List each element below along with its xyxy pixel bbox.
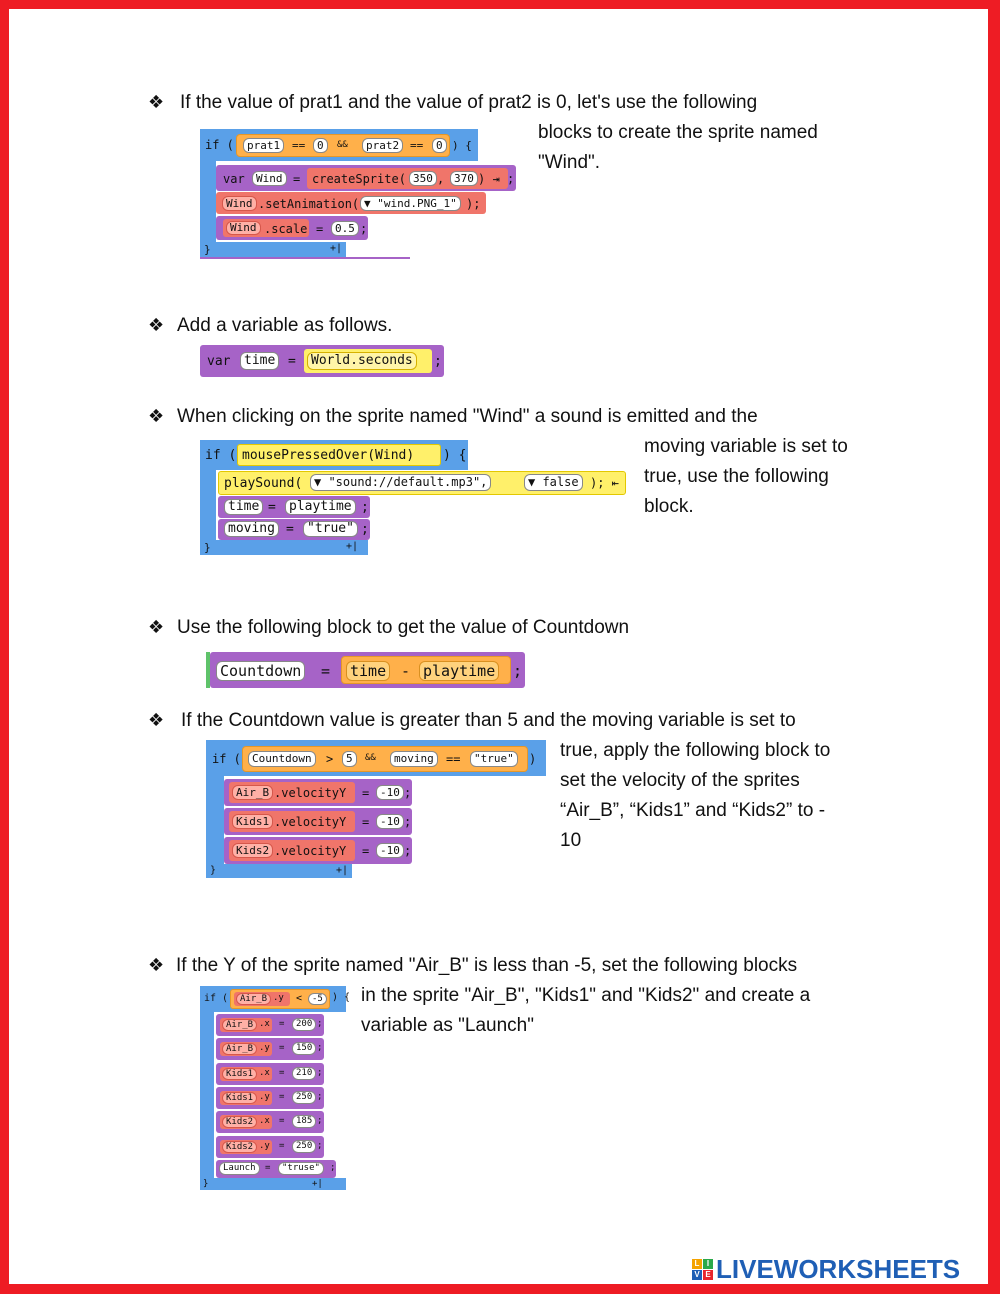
bullet-diamond-icon: ❖	[148, 955, 165, 976]
wind-object: Wind	[226, 221, 261, 235]
countdown-variable: Countdown	[248, 751, 316, 767]
brace-close: }	[204, 243, 211, 256]
position-label: .y	[259, 1043, 270, 1053]
semicolon: ;	[404, 786, 412, 800]
time-variable: time	[346, 661, 390, 681]
position-label: .x	[259, 1116, 270, 1126]
minus-operator: -	[401, 662, 411, 680]
scale-label: .scale	[264, 222, 308, 236]
instruction-1-line-3: "Wind".	[538, 152, 601, 173]
brace-close: }	[204, 541, 211, 554]
position-value: 250	[292, 1091, 316, 1104]
semicolon: ;	[404, 815, 412, 829]
assign-operator: =	[362, 844, 370, 858]
instruction-6-line-2: in the sprite "Air_B", "Kids1" and "Kids2" and create a	[361, 985, 811, 1006]
set-animation-label: .setAnimation(	[258, 197, 360, 211]
position-label: .y	[259, 1141, 270, 1151]
create-sprite-end: ) ⇥	[478, 172, 500, 186]
scale-value: 0.5	[331, 221, 359, 236]
sprite-object: Kids1	[222, 1068, 257, 1080]
animation-dropdown: ▼ "wind.PNG_1"	[360, 196, 461, 211]
semicolon: ;	[434, 354, 442, 369]
assign-operator: =	[279, 1116, 285, 1126]
semicolon: ;	[330, 1163, 336, 1173]
playtime-variable: playtime	[419, 661, 499, 681]
instruction-3-line-4: block.	[644, 496, 694, 517]
if-keyword: if (	[205, 138, 234, 152]
brace-open: ) {	[443, 448, 467, 463]
instruction-6-line-3: variable as "Launch"	[361, 1015, 534, 1036]
instruction-5-line-2: true, apply the following block to	[560, 740, 831, 761]
logo-text: LIVEWORKSHEETS	[716, 1253, 961, 1284]
if-keyword: if (	[212, 752, 241, 766]
bullet-diamond-icon: ❖	[148, 617, 165, 638]
assign-operator: =	[265, 1163, 271, 1173]
semicolon: ;	[507, 172, 515, 186]
semicolon: ;	[317, 1141, 323, 1151]
assign-operator: =	[293, 172, 301, 186]
less-than-operator: <	[296, 993, 303, 1004]
sprite-object: Kids2	[222, 1141, 257, 1153]
if-block-spine	[200, 986, 214, 1190]
semicolon: ;	[317, 1092, 323, 1102]
velocity-y-label: .velocityY	[274, 815, 347, 829]
five-value: 5	[342, 751, 357, 767]
instruction-2-line-1: Add a variable as follows.	[177, 315, 393, 336]
position-label: .y	[259, 1092, 270, 1102]
logo-letter-l: L	[692, 1259, 702, 1269]
position-label: .x	[259, 1068, 270, 1078]
logo-letter-v: V	[692, 1270, 702, 1280]
brace-open: ) {	[452, 139, 472, 152]
y-label: .y	[273, 993, 284, 1003]
world-seconds-value: World.seconds	[307, 352, 417, 370]
prat1-variable: prat1	[243, 138, 284, 153]
play-sound-label: playSound(	[224, 476, 303, 491]
comma: ,	[437, 172, 445, 186]
set-animation-end: );	[466, 197, 481, 211]
moving-variable: moving	[224, 521, 279, 537]
logo-letter-e: E	[703, 1270, 713, 1280]
if-keyword: if (	[205, 448, 237, 463]
block-underline	[200, 257, 410, 259]
time-variable: time	[224, 499, 263, 515]
sprite-object: Air_B	[222, 1019, 257, 1031]
play-sound-end: ); ⇤	[590, 476, 619, 490]
and-operator: &&	[365, 753, 376, 763]
var-keyword: var	[223, 172, 245, 186]
add-plus-icon: +|	[336, 865, 349, 876]
air-b-object: Air_B	[232, 785, 273, 800]
equals-operator: ==	[410, 139, 424, 152]
add-plus-icon: +|	[346, 541, 359, 552]
semicolon: ;	[317, 1043, 323, 1053]
sprite-object: Kids1	[222, 1092, 257, 1104]
bullet-diamond-icon: ❖	[148, 315, 165, 336]
velocity-y-label: .velocityY	[274, 844, 347, 858]
semicolon: ;	[317, 1116, 323, 1126]
kids1-object: Kids1	[232, 814, 273, 829]
playtime-variable: playtime	[285, 499, 356, 515]
assign-operator: =	[316, 222, 324, 236]
kids2-object: Kids2	[232, 843, 273, 858]
true-string-value: "true"	[303, 521, 358, 537]
zero-value: 0	[432, 138, 447, 153]
boolean-dropdown: ▼ false	[524, 474, 583, 491]
position-value: 210	[292, 1067, 316, 1080]
truse-string-value: "truse"	[278, 1162, 324, 1175]
sprite-object: Air_B	[222, 1043, 257, 1055]
instruction-4-line-1: Use the following block to get the value of Countdown	[177, 617, 630, 638]
zero-value: 0	[313, 138, 328, 153]
add-plus-icon: +|	[312, 1179, 323, 1189]
assign-operator: =	[279, 1043, 285, 1053]
position-value: 150	[292, 1042, 316, 1055]
assign-operator: =	[321, 662, 331, 680]
logo-letter-i: I	[703, 1259, 713, 1269]
if-keyword: if (	[204, 993, 229, 1004]
launch-variable: Launch	[219, 1162, 260, 1175]
and-operator: &&	[337, 140, 348, 150]
semicolon: ;	[360, 222, 368, 236]
air-b-object: Air_B	[236, 993, 271, 1005]
instruction-1-line-2: blocks to create the sprite named	[538, 122, 818, 143]
true-string-value: "true"	[470, 751, 518, 767]
assign-operator: =	[279, 1019, 285, 1029]
if-block-foot	[206, 864, 352, 878]
if-block-foot	[200, 242, 346, 258]
y-value: 370	[450, 171, 478, 186]
if-block-foot	[200, 540, 368, 555]
add-plus-icon: +|	[330, 243, 343, 254]
if-block-foot	[200, 1178, 346, 1190]
velocity-value: -10	[376, 843, 404, 858]
brace-open: )	[529, 752, 537, 766]
semicolon: ;	[361, 500, 369, 515]
semicolon: ;	[317, 1019, 323, 1029]
assign-operator: =	[286, 522, 294, 537]
assign-operator: =	[279, 1141, 285, 1151]
semicolon: ;	[513, 662, 523, 680]
bullet-diamond-icon: ❖	[148, 710, 165, 731]
wind-object: Wind	[222, 196, 257, 211]
equals-operator: ==	[292, 139, 306, 152]
semicolon: ;	[361, 522, 369, 537]
sound-dropdown: ▼ "sound://default.mp3",	[310, 474, 491, 491]
position-value: 250	[292, 1140, 316, 1153]
assign-operator: =	[268, 500, 276, 515]
semicolon: ;	[317, 1068, 323, 1078]
instruction-5-line-4: “Air_B”, “Kids1” and “Kids2” to -	[560, 800, 826, 821]
velocity-value: -10	[376, 814, 404, 829]
sprite-object: Kids2	[222, 1116, 257, 1128]
moving-variable: moving	[390, 751, 438, 767]
position-value: 185	[292, 1115, 316, 1128]
liveworksheets-logo	[692, 1254, 960, 1284]
countdown-variable: Countdown	[216, 661, 305, 681]
instruction-5-line-5: 10	[560, 830, 582, 851]
assign-operator: =	[362, 786, 370, 800]
equals-operator: ==	[446, 752, 461, 766]
prat2-variable: prat2	[362, 138, 403, 153]
instruction-3-line-2: moving variable is set to	[644, 436, 848, 457]
bullet-diamond-icon: ❖	[148, 92, 165, 113]
semicolon: ;	[404, 844, 412, 858]
instruction-6-line-1: If the Y of the sprite named "Air_B" is less than -5, set the following blocks	[176, 955, 798, 976]
wind-variable: Wind	[252, 171, 287, 186]
logo-grid-icon	[692, 1259, 713, 1280]
mouse-pressed-over-label: mousePressedOver(Wind)	[242, 448, 415, 463]
greater-than-operator: >	[326, 752, 334, 766]
x-value: 350	[409, 171, 437, 186]
assign-operator: =	[362, 815, 370, 829]
time-variable: time	[240, 352, 279, 370]
position-value: 200	[292, 1018, 316, 1031]
instruction-3-line-1: When clicking on the sprite named "Wind" a sound is emitted and the	[177, 406, 758, 427]
assign-operator: =	[288, 354, 296, 369]
brace-close: }	[210, 865, 217, 876]
instruction-1-line-1: If the value of prat1 and the value of prat2 is 0, let's use the following	[180, 92, 758, 113]
velocity-value: -10	[376, 785, 404, 800]
assign-operator: =	[279, 1092, 285, 1102]
velocity-y-label: .velocityY	[274, 786, 347, 800]
instruction-5-line-3: set the velocity of the sprites	[560, 770, 800, 791]
brace-close: }	[203, 1179, 209, 1189]
instruction-5-line-1: If the Countdown value is greater than 5 and the moving variable is set to	[181, 710, 796, 731]
neg-five-value: -5	[308, 993, 327, 1005]
brace-open: ) {	[332, 992, 351, 1003]
var-keyword: var	[207, 354, 231, 369]
position-label: .x	[259, 1019, 270, 1029]
instruction-3-line-3: true, use the following	[644, 466, 829, 487]
assign-operator: =	[279, 1068, 285, 1078]
create-sprite-label: createSprite(	[312, 172, 406, 186]
bullet-diamond-icon: ❖	[148, 406, 165, 427]
